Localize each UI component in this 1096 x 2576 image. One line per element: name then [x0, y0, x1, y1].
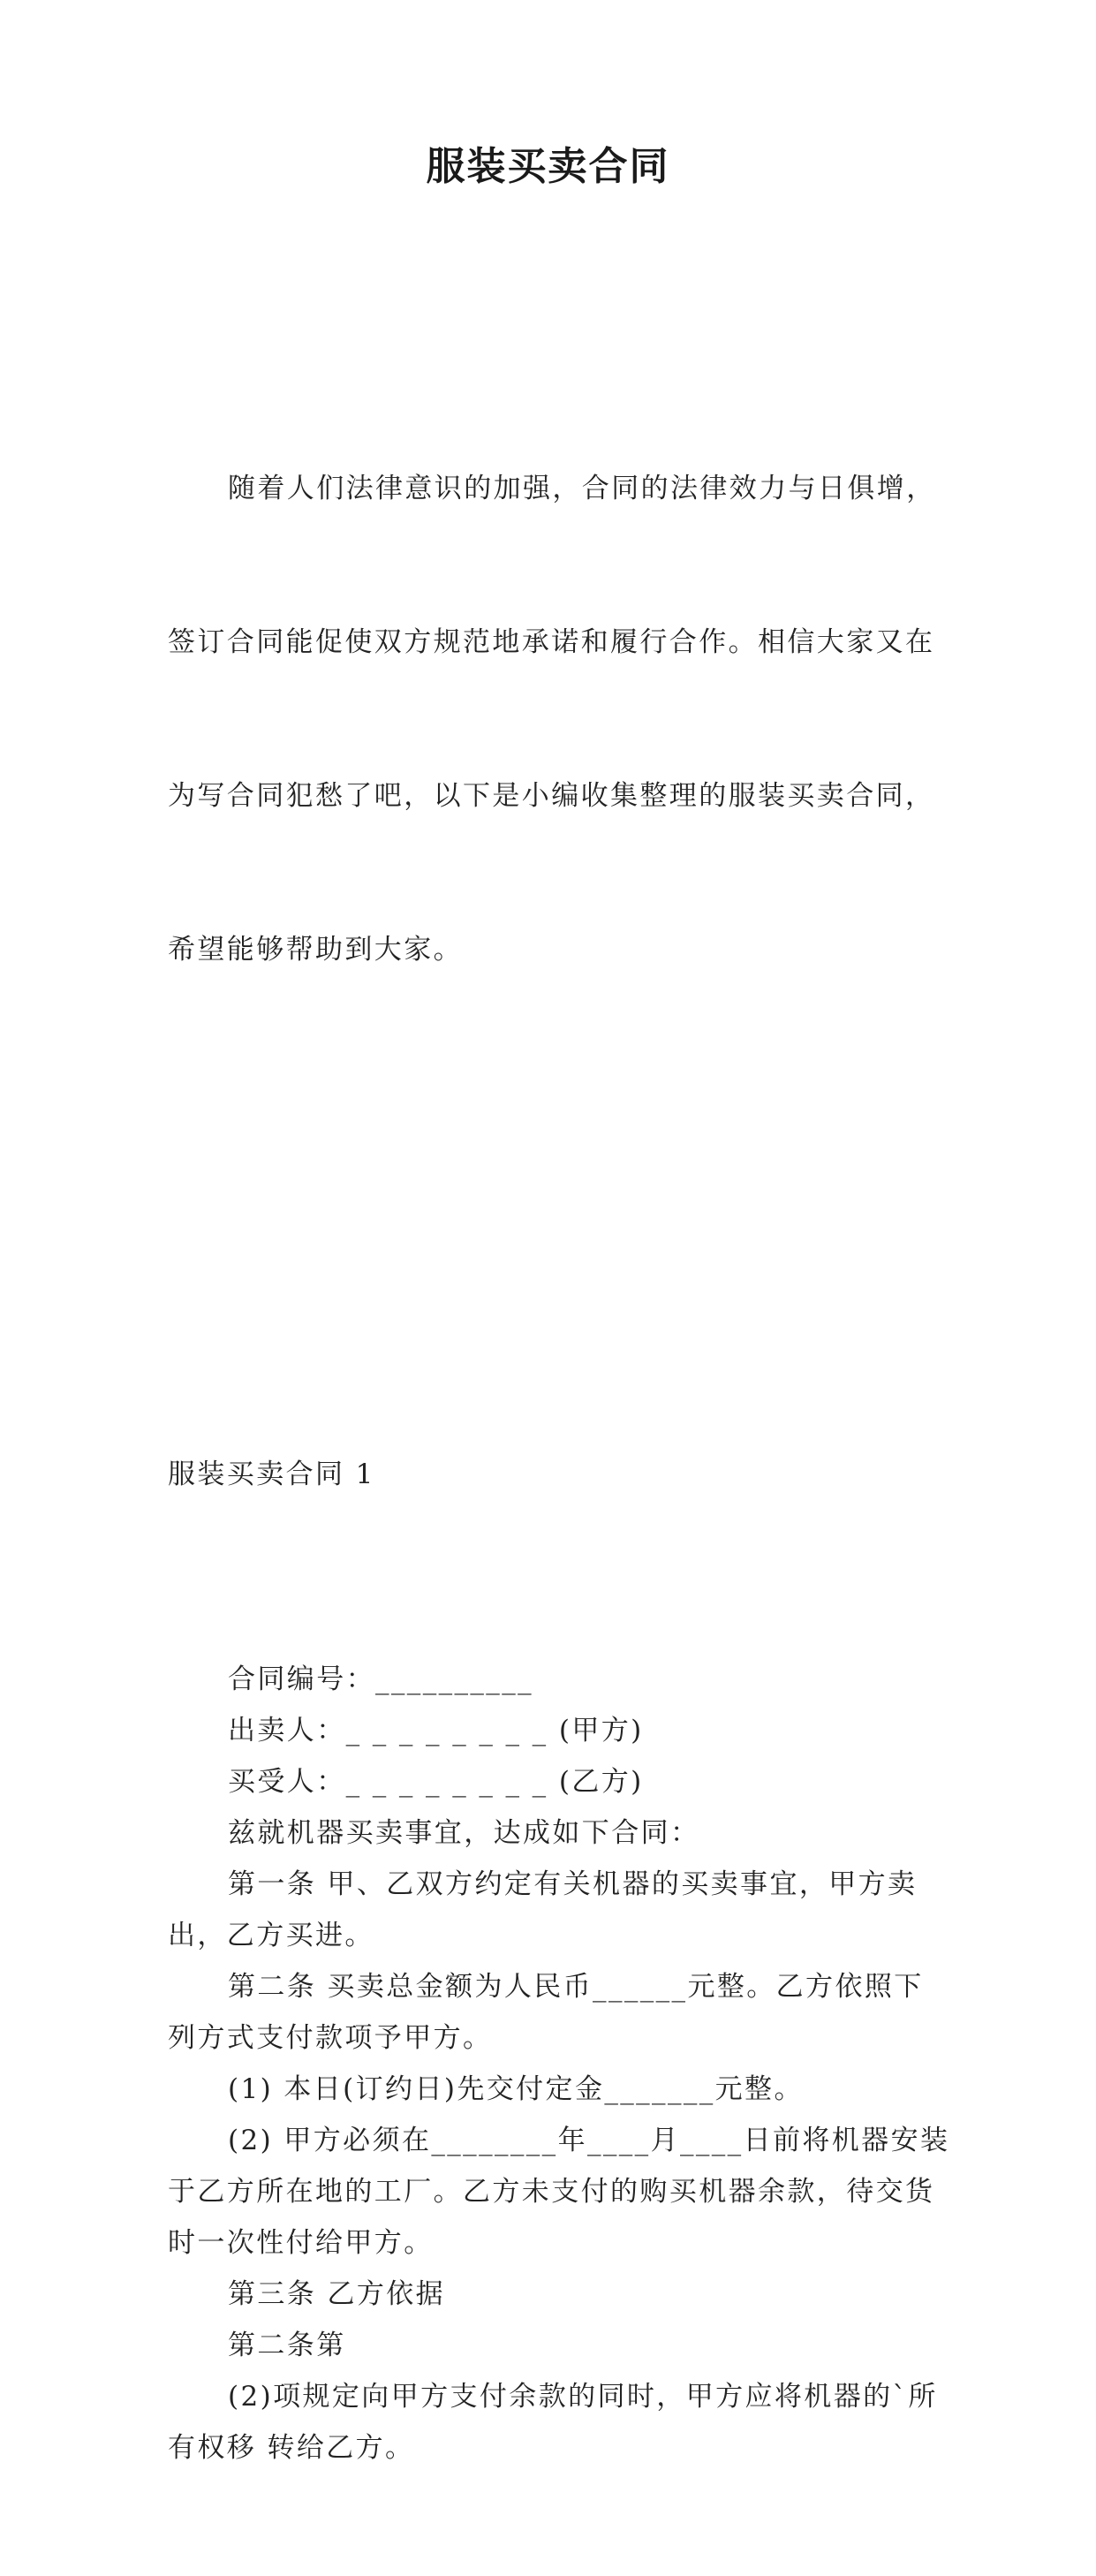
- contract-line: (2) 甲方必须在________年____月____日前将机器安装: [228, 2125, 950, 2156]
- section-heading: 服装买卖合同 1: [168, 1458, 375, 1490]
- page-title: 服装买卖合同: [426, 144, 670, 189]
- contract-line: (2)项规定向甲方支付余款的同时，甲方应将机器的`所: [228, 2381, 938, 2413]
- document-body: [168, 258, 950, 2576]
- intro-paragraph: [168, 360, 945, 1078]
- contract-line: 于乙方所在地的工厂。乙方未支付的购买机器余款，待交货: [168, 2176, 935, 2208]
- contract-line: 出，乙方买进。: [168, 1920, 374, 1951]
- contract-line: 第一条 甲、乙双方约定有关机器的买卖事宜，甲方卖: [228, 1868, 918, 1900]
- intro-line: 随着人们法律意识的加强，合同的法律效力与日俱增，: [228, 473, 936, 504]
- contract-line: 第二条 买卖总金额为人民币______元整。乙方依照下: [228, 1971, 924, 2003]
- contract-line: 第二条第: [228, 2330, 346, 2361]
- intro-line: 希望能够帮助到大家。: [168, 934, 463, 966]
- contract-line: (1) 本日(订约日)先交付定金_______元整。: [228, 2073, 804, 2105]
- contract-clauses: [168, 1654, 950, 2474]
- contract-line: 时一次性付给甲方。: [168, 2227, 434, 2259]
- contract-line: 有权移 转给乙方。: [168, 2432, 415, 2464]
- contract-line: 第三条 乙方依据: [228, 2278, 446, 2310]
- intro-line: 为写合同犯愁了吧，以下是小编收集整理的服装买卖合同，: [168, 780, 935, 812]
- contract-line: 买受人：_ _ _ _ _ _ _ _ (乙方): [228, 1766, 644, 1798]
- contract-line: 出卖人：_ _ _ _ _ _ _ _ (甲方): [228, 1715, 644, 1746]
- contract-line: 合同编号：__________: [228, 1663, 533, 1695]
- contract-line: 兹就机器买卖事宜，达成如下合同：: [228, 1817, 700, 1849]
- contract-line: 列方式支付款项予甲方。: [168, 2022, 493, 2054]
- intro-line: 签订合同能促使双方规范地承诺和履行合作。相信大家又在: [168, 626, 935, 658]
- paragraph-gap: [168, 1231, 945, 1295]
